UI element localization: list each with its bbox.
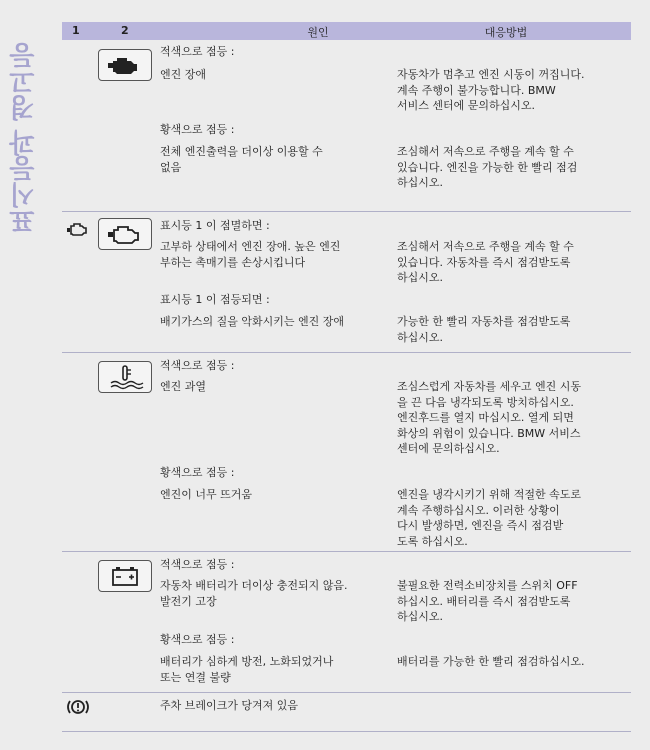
header-col2: 2 bbox=[121, 24, 129, 37]
row-group-engine-fault bbox=[62, 40, 631, 212]
cause-text: 표시등 1 이 점등되면 : bbox=[160, 293, 270, 306]
battery-icon bbox=[98, 560, 152, 592]
row-group-parking-brake bbox=[62, 693, 631, 732]
coolant-temperature-icon bbox=[98, 361, 152, 393]
cause-text: 고부하 상태에서 엔진 장애. 높은 엔진 부하는 촉매기를 손상시킵니다 bbox=[160, 240, 341, 269]
action-text: 조심스럽게 자동차를 세우고 엔진 시동 을 끈 다음 냉각되도록 방치하십시오. 엔진후드를 열지 마십시오. 열게 되면 화상의 위험이 있습니다. BMW 서비스 센터에 문의하십시오. bbox=[397, 380, 582, 455]
cause-text: 황색으로 점등 : bbox=[160, 123, 235, 136]
warning-lights-table bbox=[62, 22, 631, 732]
cause-text: 적색으로 점등 : bbox=[160, 359, 235, 372]
cause-text: 적색으로 점등 : bbox=[160, 45, 235, 58]
cause-text: 황색으로 점등 : bbox=[160, 633, 235, 646]
action-text: 조심해서 저속으로 주행을 계속 할 수 있습니다. 자동차를 즉시 점검받도록 하십시오. bbox=[397, 240, 574, 284]
cause-text: 엔진 과열 bbox=[160, 380, 207, 393]
cause-text: 주차 브레이크가 당겨져 있음 bbox=[160, 699, 299, 712]
header-cause: 원인 bbox=[307, 26, 329, 39]
cause-text: 표시등 1 이 점멸하면 : bbox=[160, 219, 270, 232]
action-text: 조심해서 저속으로 주행을 계속 할 수 있습니다. 엔진을 가능한 한 빨리 점검 하십시오. bbox=[397, 145, 578, 189]
table-header bbox=[62, 22, 631, 40]
cause-text: 적색으로 점등 : bbox=[160, 558, 235, 571]
action-text: 자동차가 멈추고 엔진 시동이 꺼집니다. 계속 주행이 불가능합니다. BMW 서비스 센터에 문의하십시오. bbox=[397, 68, 585, 112]
action-text: 가능한 한 빨리 자동차를 점검받도록 하십시오. bbox=[397, 315, 571, 344]
cause-text: 전체 엔진출력을 더이상 이용할 수 없음 bbox=[160, 145, 323, 174]
check-engine-icon bbox=[98, 49, 152, 81]
parking-brake-icon bbox=[65, 698, 91, 720]
cause-text: 엔진이 너무 뜨거움 bbox=[160, 488, 253, 501]
row-group-engine-overheat bbox=[62, 353, 631, 552]
header-action: 대응방법 bbox=[484, 26, 528, 39]
cause-text: 엔진 장애 bbox=[160, 68, 207, 81]
action-text: 엔진을 냉각시키기 위해 적절한 속도로 계속 주행하십시오. 이러한 상황이 다시 발생하면, 엔진을 즉시 점검받 도록 하십시오. bbox=[397, 488, 582, 548]
section-title: 표시등과 경고등 bbox=[9, 42, 40, 234]
header-col1: 1 bbox=[72, 24, 80, 37]
action-text: 불필요한 전력소비장치를 스위치 OFF 하십시오. 배터리를 즉시 점검받도록 하십시오. bbox=[397, 579, 578, 623]
check-engine-icon bbox=[98, 218, 152, 250]
engine-small-icon bbox=[65, 222, 89, 242]
cause-text: 황색으로 점등 : bbox=[160, 466, 235, 479]
cause-text: 자동차 배터리가 더이상 충전되지 않음. 발전기 고장 bbox=[160, 579, 348, 608]
cause-text: 배기가스의 질을 악화시키는 엔진 장애 bbox=[160, 315, 345, 328]
row-group-emission-fault bbox=[62, 212, 631, 353]
action-text: 배터리를 가능한 한 빨리 점검하십시오. bbox=[397, 655, 585, 668]
cause-text: 배터리가 심하게 방전, 노화되었거나 또는 연결 불량 bbox=[160, 655, 334, 684]
row-group-battery bbox=[62, 552, 631, 693]
